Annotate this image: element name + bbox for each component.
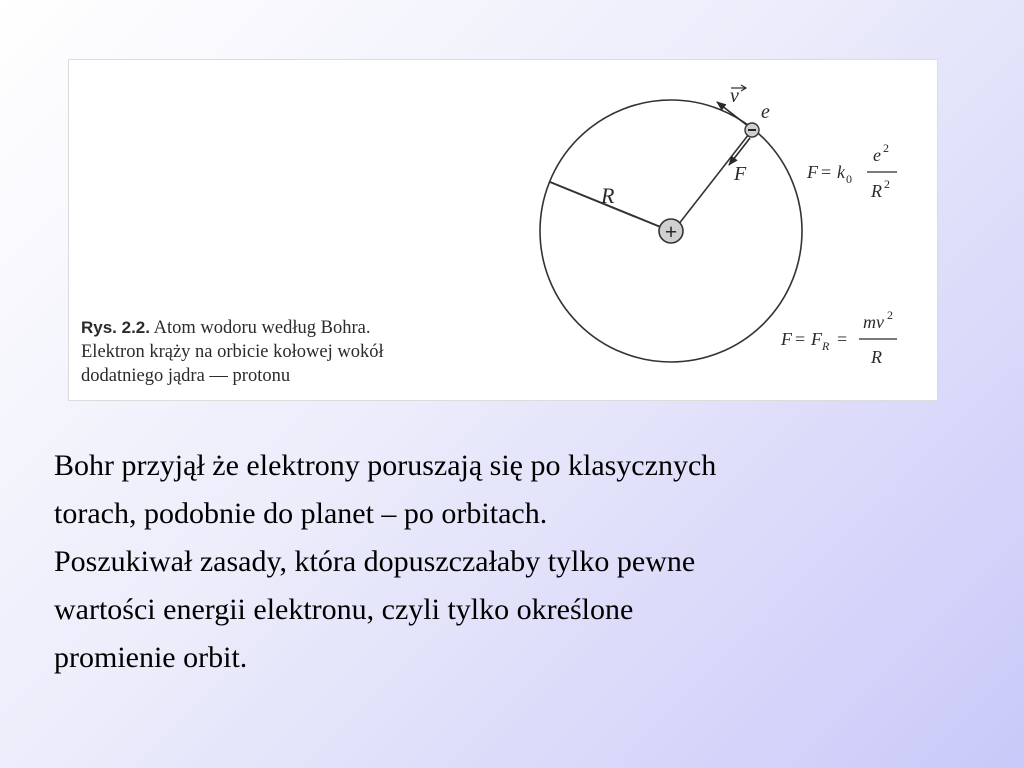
caption-line-3: dodatniego jądra — protonu <box>81 366 291 386</box>
formula1-num: e <box>873 145 881 165</box>
caption-line-1 <box>81 316 541 340</box>
formula1-coef: k <box>837 162 845 182</box>
nucleus-plus-sign: + <box>664 219 678 244</box>
figure-caption <box>81 316 541 388</box>
body-line-2: torach, podobnie do planet – po orbitach. <box>54 497 548 530</box>
formula1-num-exp: 2 <box>883 141 889 155</box>
formula2-rhs: F <box>811 329 822 349</box>
formula2-num-exp: 2 <box>887 308 893 322</box>
force-arrow <box>729 138 750 165</box>
caption-label: Rys. 2.2. <box>81 318 150 337</box>
formula2-lhs: F <box>781 329 792 349</box>
velocity-label: v <box>730 85 739 107</box>
formula2-den: R <box>871 347 882 367</box>
formula1-den: R <box>871 181 882 201</box>
figure-panel <box>68 59 938 401</box>
body-line-1: Bohr przyjął że elektrony poruszają się po klasycznych <box>54 449 717 482</box>
electron-label: e <box>761 101 770 123</box>
radius-label: R <box>601 183 615 208</box>
body-line-3: Poszukiwał zasady, która dopuszczałaby tylko pewne <box>54 545 696 578</box>
formula1-den-exp: 2 <box>884 177 890 191</box>
formula2-eq2: = <box>837 329 848 349</box>
body-line-4: wartości energii elektronu, czyli tylko określone <box>54 593 634 626</box>
formula2-num: mv <box>863 312 884 332</box>
caption-text-1: Atom wodoru według Bohra. <box>153 318 371 338</box>
body-line-5: promienie orbit. <box>54 641 248 674</box>
force-label: F <box>734 163 747 185</box>
formula1-lhs: F <box>807 162 818 182</box>
formula1-eq: = <box>821 162 832 182</box>
formula1-coef-sub: 0 <box>846 172 852 186</box>
coulomb-formula <box>806 141 897 201</box>
formula2-eq1: = <box>795 329 806 349</box>
centripetal-formula <box>780 308 897 367</box>
body-paragraph <box>54 442 984 682</box>
formula2-rhs-sub: R <box>822 339 830 353</box>
caption-line-2: Elektron krąży na orbicie kołowej wokół <box>81 342 384 362</box>
